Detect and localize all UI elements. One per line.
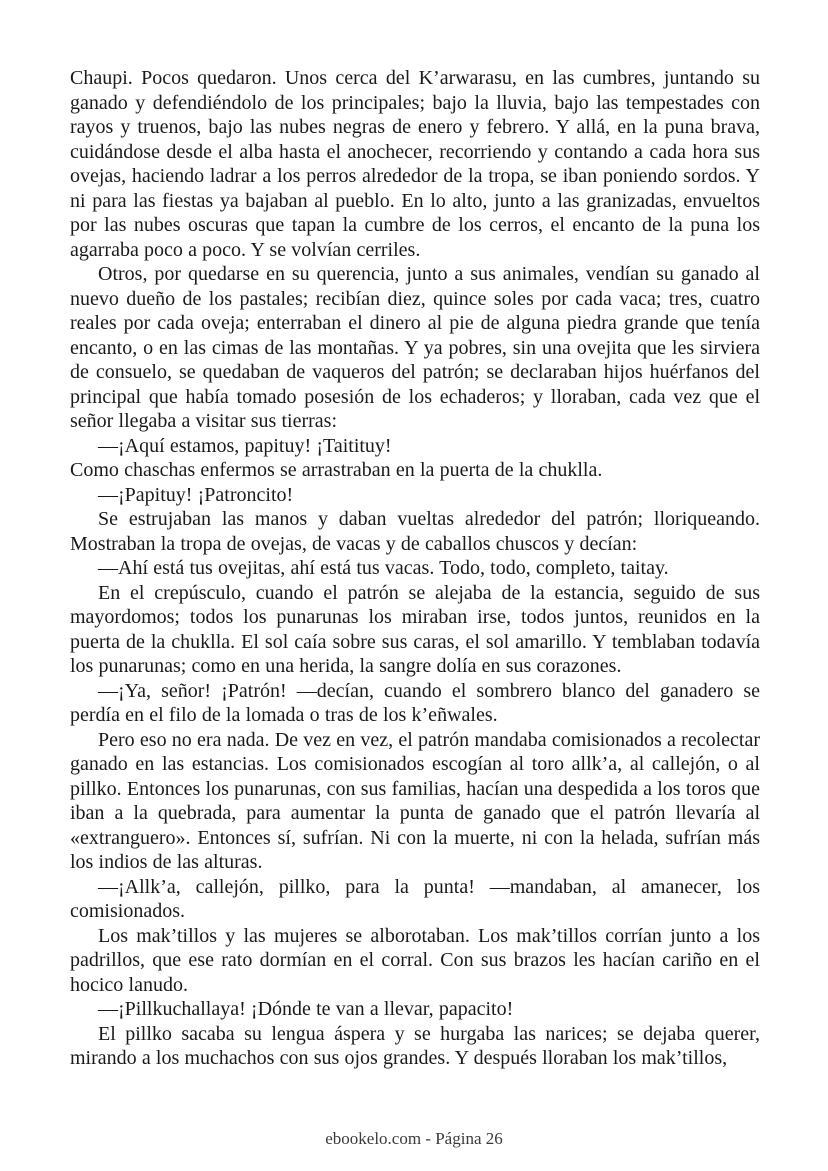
dialogue-line: —¡Pillkuchallaya! ¡Dónde te van a llevar, papacito! <box>98 998 514 1020</box>
dialogue-line: —Ahí está tus ovejitas, ahí está tus vacas. Todo, todo, completo, taitay. <box>98 557 669 579</box>
dialogue-line: —¡Ya, señor! ¡Patrón! —decían, cuando el sombrero blanco del ganadero se perdía en el filo de la lomada o tras de los k’eñwales. <box>70 679 760 726</box>
body-paragraph: El pillko sacaba su lengua áspera y se hurgaba las narices; se dejaba querer, mirando a los muchachos con sus ojos grandes. Y después lloraban los mak’tillos, <box>70 1022 760 1069</box>
body-paragraph: Como chaschas enfermos se arrastraban en la puerta de la chuklla. <box>70 459 603 481</box>
page-text-column <box>70 66 760 1071</box>
body-paragraph: Los mak’tillos y las mujeres se alborotaban. Los mak’tillos corrían junto a los padrillos, que ese rato dormían en el corral. Con sus brazos les hacían cariño en el hocico lanudo. <box>70 924 760 996</box>
body-paragraph: Pero eso no era nada. De vez en vez, el patrón mandaba comisionados a recolectar ganado en las estancias. Los comisionados escogían al toro allk’a, al callejón, o al pillko. Entonces los punarunas, con sus familias, hacían una despedida a los toros que iban a la quebrada, para aumentar la punta de ganado que el patrón llevaría al «extranguero». Entonces sí, sufrían. Ni con la muerte, ni con la helada, sufrían más los indios de las alturas. <box>70 728 760 873</box>
body-paragraph: En el crepúsculo, cuando el patrón se alejaba de la estancia, seguido de sus mayordomos; todos los punarunas los miraban irse, todos juntos, reunidos en la puerta de la chuklla. El sol caía sobre sus caras, el sol amarillo. Y temblaban todavía los punarunas; como en una herida, la sangre dolía en sus corazones. <box>70 581 760 677</box>
body-paragraph: Se estrujaban las manos y daban vueltas alrededor del patrón; lloriqueando. Mostraban la tropa de ovejas, de vacas y de caballos chuscos y decían: <box>70 508 760 555</box>
dialogue-line: —¡Allk’a, callejón, pillko, para la punta! —mandaban, al amanecer, los comisionados. <box>70 875 760 922</box>
body-paragraph: Chaupi. Pocos quedaron. Unos cerca del K’arwarasu, en las cumbres, juntando su ganado y defendiéndolo de los principales; bajo la lluvia, bajo las tempestades con rayos y truenos, bajo las nubes negras de enero y febrero. Y allá, en la puna brava, cuidándose desde el alba hasta el anochecer, recorriendo y contando a cada hora sus ovejas, haciendo ladrar a los perros alrededor de la tropa, se iban poniendo sordos. Y ni para las fiestas ya bajaban al pueblo. En lo alto, junto a las granizadas, envueltos por las nubes oscuras que tapan la cumbre de los cerros, el encanto de la puna los agarraba poco a poco. Y se volvían cerriles. <box>70 67 760 261</box>
page-footer <box>0 1128 828 1149</box>
dialogue-line: —¡Aquí estamos, papituy! ¡Taitituy! <box>98 434 392 457</box>
dialogue-line: —¡Papituy! ¡Patroncito! <box>98 483 294 506</box>
page-footer-text: ebookelo.com - Página 26 <box>325 1129 503 1148</box>
body-paragraph: Otros, por quedarse en su querencia, junto a sus animales, vendían su ganado al nuevo dueño de los pastales; recibían diez, quince soles por cada vaca; tres, cuatro reales por cada oveja; enterraban el dinero al pie de alguna piedra grande que tenía encanto, o en las cimas de las montañas. Y ya pobres, sin una ovejita que les sirviera de consuelo, se quedaban de vaqueros del patrón; se declaraban hijos huérfanos del principal que había tomado posesión de los echaderos; y lloraban, cada vez que el señor llegaba a visitar sus tierras: <box>70 263 760 432</box>
